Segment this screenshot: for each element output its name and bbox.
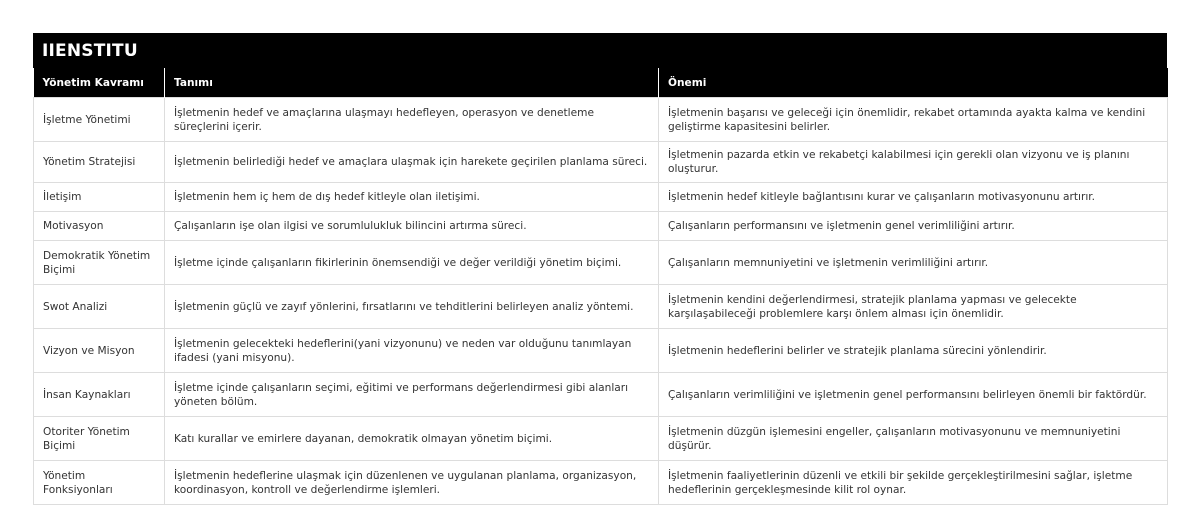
cell-importance: İşletmenin düzgün işlemesini engeller, çalışanların motivasyonunu ve memnuniyetini düşürür.	[659, 417, 1168, 461]
cell-concept: Yönetim Stratejisi	[34, 142, 165, 183]
brand-header	[33, 33, 1167, 68]
table-row	[34, 212, 1168, 241]
table-row	[34, 461, 1168, 505]
cell-importance: İşletmenin hedef kitleyle bağlantısını kurar ve çalışanların motivasyonunu artırır.	[659, 183, 1168, 212]
table-row	[34, 183, 1168, 212]
table-row	[34, 98, 1168, 142]
content-card	[33, 33, 1167, 505]
cell-importance: İşletmenin kendini değerlendirmesi, stratejik planlama yapması ve gelecekte karşılaşabileceği problemlere karşı önlem alması için önemlidir.	[659, 285, 1168, 329]
table-row	[34, 329, 1168, 373]
cell-concept: Demokratik Yönetim Biçimi	[34, 241, 165, 285]
table-row	[34, 417, 1168, 461]
cell-concept: Motivasyon	[34, 212, 165, 241]
cell-definition: İşletmenin gelecekteki hedeflerini(yani vizyonunu) ve neden var olduğunu tanımlayan ifadesi (yani misyonu).	[165, 329, 659, 373]
management-concepts-table	[33, 68, 1168, 505]
cell-definition: Çalışanların işe olan ilgisi ve sorumlulukluk bilincini artırma süreci.	[165, 212, 659, 241]
cell-concept: İletişim	[34, 183, 165, 212]
brand-logo: IIENSTITU	[42, 40, 138, 61]
cell-concept: Swot Analizi	[34, 285, 165, 329]
header-importance: Önemi	[659, 68, 1168, 98]
cell-concept: İnsan Kaynakları	[34, 373, 165, 417]
cell-importance: İşletmenin başarısı ve geleceği için önemlidir, rekabet ortamında ayakta kalma ve kendini geliştirme kapasitesini belirler.	[659, 98, 1168, 142]
cell-definition: İşletme içinde çalışanların fikirlerinin önemsendiği ve değer verildiği yönetim biçimi.	[165, 241, 659, 285]
header-definition: Tanımı	[165, 68, 659, 98]
header-concept: Yönetim Kavramı	[34, 68, 165, 98]
table-row	[34, 241, 1168, 285]
cell-importance: İşletmenin pazarda etkin ve rekabetçi kalabilmesi için gerekli olan vizyonu ve iş planını oluşturur.	[659, 142, 1168, 183]
table-row	[34, 285, 1168, 329]
cell-concept: Vizyon ve Misyon	[34, 329, 165, 373]
cell-concept: Otoriter Yönetim Biçimi	[34, 417, 165, 461]
cell-importance: Çalışanların verimliliğini ve işletmenin genel performansını belirleyen önemli bir faktördür.	[659, 373, 1168, 417]
cell-definition: İşletmenin belirlediği hedef ve amaçlara ulaşmak için harekete geçirilen planlama süreci.	[165, 142, 659, 183]
cell-definition: İşletmenin güçlü ve zayıf yönlerini, fırsatlarını ve tehditlerini belirleyen analiz yöntemi.	[165, 285, 659, 329]
cell-concept: Yönetim Fonksiyonları	[34, 461, 165, 505]
cell-definition: Katı kurallar ve emirlere dayanan, demokratik olmayan yönetim biçimi.	[165, 417, 659, 461]
cell-definition: İşletmenin hem iç hem de dış hedef kitleyle olan iletişimi.	[165, 183, 659, 212]
cell-importance: Çalışanların memnuniyetini ve işletmenin verimliliğini artırır.	[659, 241, 1168, 285]
table-row	[34, 373, 1168, 417]
cell-concept: İşletme Yönetimi	[34, 98, 165, 142]
cell-importance: İşletmenin faaliyetlerinin düzenli ve etkili bir şekilde gerçekleştirilmesini sağlar, işletme hedeflerinin gerçekleşmesinde kilit rol oynar.	[659, 461, 1168, 505]
cell-definition: İşletme içinde çalışanların seçimi, eğitimi ve performans değerlendirmesi gibi alanları yöneten bölüm.	[165, 373, 659, 417]
table-header-row	[34, 68, 1168, 98]
cell-importance: İşletmenin hedeflerini belirler ve stratejik planlama sürecini yönlendirir.	[659, 329, 1168, 373]
table-row	[34, 142, 1168, 183]
cell-definition: İşletmenin hedef ve amaçlarına ulaşmayı hedefleyen, operasyon ve denetleme süreçlerini içerir.	[165, 98, 659, 142]
cell-importance: Çalışanların performansını ve işletmenin genel verimliliğini artırır.	[659, 212, 1168, 241]
cell-definition: İşletmenin hedeflerine ulaşmak için düzenlenen ve uygulanan planlama, organizasyon, koordinasyon, kontroll ve değerlendirme işlemleri.	[165, 461, 659, 505]
